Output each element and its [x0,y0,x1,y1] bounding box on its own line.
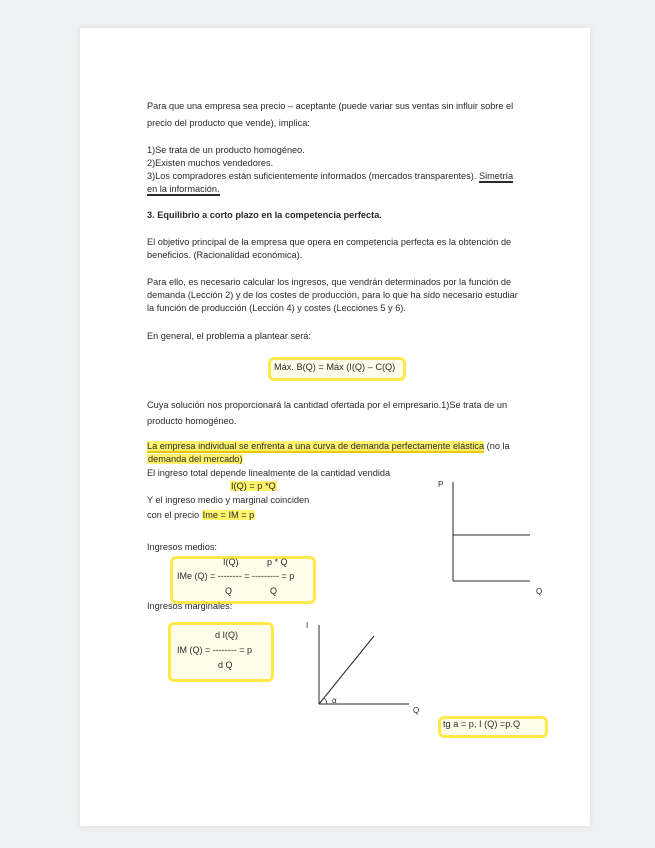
medios-num-1: I(Q) [223,557,239,567]
intro-line-1: Para que una empresa sea precio – aceptante (puede variar sus ventas sin influir sobre el [147,101,514,111]
intro-line-2: precio del producto que vende), implica: [147,118,310,128]
medios-den-2: Q [270,586,278,596]
demand-phrase-c: (no la [484,441,510,451]
graph1-y-label: P [438,480,444,489]
objective-line-1: El objetivo principal de la empresa que opera en competencia perfecta es la obtención de [147,237,512,247]
condition-2: 2)Existen muchos vendedores. [147,158,274,168]
income-formula-text: I(Q) = p *Q [231,481,276,491]
section-title: 3. Equilibrio a corto plazo en la competencia perfecta. [147,210,382,220]
medios-equation: IMe (Q) = -------- = --------- = p [177,571,295,581]
marginales-equation: IM (Q) = -------- = p [177,645,252,655]
simetria-word: Simetría [478,171,514,181]
medios-label: Ingresos medios: [147,542,217,552]
calc-line-3: la función de producción (Lección 4) y costes (Lecciones 5 y 6). [147,303,406,313]
solution-line-2: producto homogéneo. [147,416,237,426]
graph2-x-label: Q [413,706,420,715]
ime-formula: Ime = IM = p [202,510,255,520]
informacion-phrase: en la información. [147,184,220,194]
elastica-phrase: perfectamente elástica [391,441,485,451]
condition-3-text: 3)Los compradores están suficientemente informados (mercados transparentes). [147,171,477,181]
graph2-angle-label: α [332,696,337,705]
graph2-y-label: I [306,621,309,630]
demand-line-4: Y el ingreso medio y marginal coinciden [147,495,310,505]
demand-line-3: El ingreso total depende linealmente de la cantidad vendida [147,468,391,478]
graph2-revenue-line [319,636,374,704]
condition-1: 1)Se trata de un producto homogéneo. [147,145,305,155]
max-formula: Máx. B(Q) = Máx (I(Q) – C(Q) [274,362,396,372]
demand-phrase-a: La empresa individual se enfrenta a una curva de demanda [147,441,392,451]
demand-mercado: demanda del mercado) [148,454,243,464]
document-page [80,28,590,826]
marginales-den: d Q [218,660,233,670]
solution-line-1: Cuya solución nos proporcionará la cantidad ofertada por el empresario.1)Se trata de un [147,400,508,410]
medios-den-1: Q [225,586,233,596]
general-line: En general, el problema a plantear será: [147,331,311,341]
tg-formula: tg a = p, I (Q) =p.Q [443,719,521,729]
marginales-label: Ingresos marginales: [147,601,233,611]
precio-text: con el precio [147,510,202,520]
medios-num-2: p * Q [267,557,288,567]
graph2-angle-arc [324,698,327,704]
graph1-x-label: Q [536,587,543,596]
calc-line-1: Para ello, es necesario calcular los ingresos, que vendrán determinados por la función de [147,277,512,287]
calc-line-2: demanda (Lección 2) y de los costes de producción, para lo que ha sido necesario estudiar [147,290,518,300]
marginales-num: d I(Q) [215,630,239,640]
objective-line-2: beneficios. (Racionalidad económica). [147,250,303,260]
